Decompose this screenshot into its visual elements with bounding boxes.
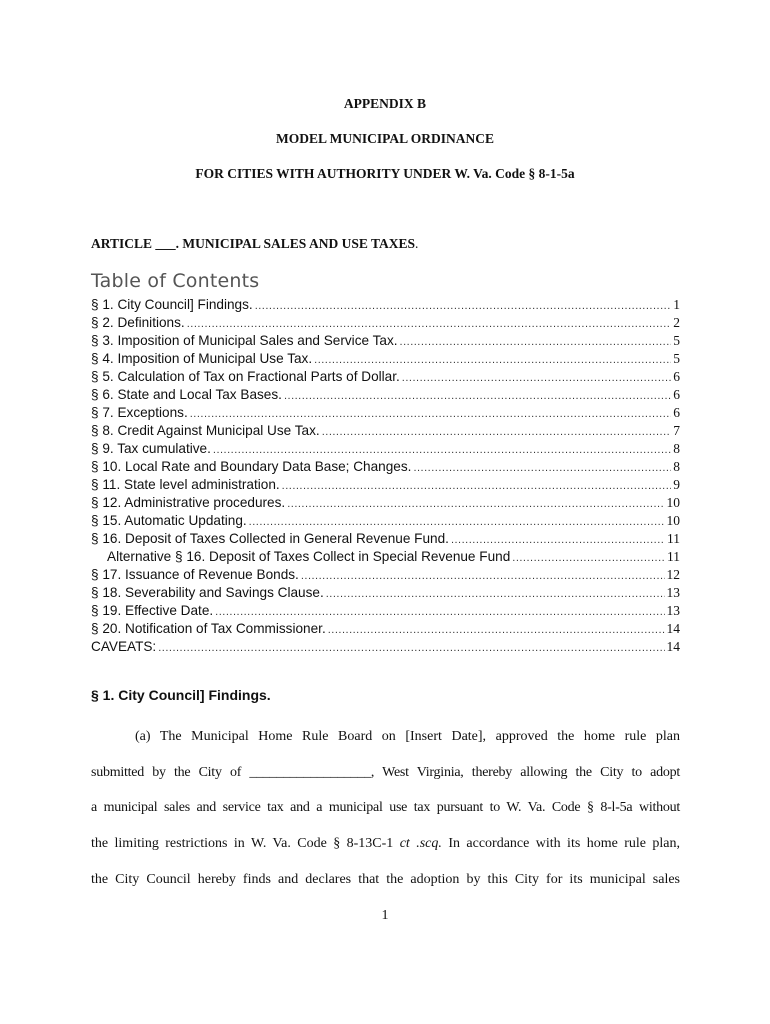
authority-subtitle: FOR CITIES WITH AUTHORITY UNDER W. Va. Code § 8-1-5a: [195, 166, 575, 181]
article-end-mark: .: [414, 236, 419, 251]
toc-leader: [158, 639, 664, 657]
toc-entry-page: 5: [673, 333, 680, 348]
toc-leader: [451, 531, 665, 549]
body-text-line: submitted by the City of __________________, West Virginia, thereby allowing the City to adopt: [91, 765, 680, 780]
toc-leader: [284, 387, 671, 405]
table-of-contents: [91, 296, 680, 656]
toc-entry-page: 10: [666, 495, 680, 510]
toc-entry[interactable]: [91, 386, 680, 404]
toc-entry-text: § 2. Definitions.: [91, 315, 185, 330]
body-text-line: [91, 836, 680, 852]
toc-leader: [512, 549, 665, 567]
toc-leader: [326, 585, 665, 603]
toc-entry-text: § 3. Imposition of Municipal Sales and Service Tax.: [91, 333, 398, 348]
toc-entry-page: 8: [673, 459, 680, 474]
toc-entry[interactable]: [91, 620, 680, 638]
body-text-segment: In accordance with its home rule plan,: [448, 836, 681, 851]
toc-entry-text: Alternative § 16. Deposit of Taxes Collect in Special Revenue Fund: [107, 549, 511, 564]
toc-entry-page: 5: [673, 351, 680, 366]
article-title: ARTICLE ___. MUNICIPAL SALES AND USE TAXES: [91, 236, 415, 251]
toc-entry[interactable]: [91, 314, 680, 332]
body-text-line: a municipal sales and service tax and a municipal use tax pursuant to W. Va. Code § 8-l-5a without: [91, 800, 680, 815]
body-text-segment: the limiting restrictions in W. Va. Code § 8-13C-1: [91, 836, 394, 851]
toc-entry[interactable]: [91, 458, 680, 476]
toc-entry-page: 6: [673, 405, 680, 420]
toc-entry-page: 6: [673, 369, 680, 384]
body-text-italic: ct .scq.: [399, 836, 442, 851]
toc-entry[interactable]: [91, 476, 680, 494]
appendix-heading: APPENDIX B: [343, 96, 427, 111]
toc-entry-text: § 4. Imposition of Municipal Use Tax.: [91, 351, 313, 366]
toc-leader: [328, 621, 665, 639]
toc-entry-page: 12: [666, 567, 680, 582]
body-text-line: the City Council hereby finds and declares that the adoption by this City for its municipal sales: [91, 872, 680, 887]
toc-entry[interactable]: [91, 332, 680, 350]
toc-entry-text: § 10. Local Rate and Boundary Data Base; Changes.: [91, 459, 412, 474]
toc-entry-page: 11: [667, 549, 680, 564]
toc-entry-text: § 17. Issuance of Revenue Bonds.: [91, 567, 299, 582]
toc-entry-text: § 1. City Council] Findings.: [91, 297, 253, 312]
toc-entry[interactable]: [91, 512, 680, 530]
toc-entry-text: § 18. Severability and Savings Clause.: [91, 585, 324, 600]
toc-entry[interactable]: [91, 350, 680, 368]
toc-leader: [402, 369, 671, 387]
toc-entry-alternative[interactable]: [91, 548, 680, 566]
toc-entry-page: 7: [673, 423, 680, 438]
toc-entry-page: 10: [666, 513, 680, 528]
toc-leader: [400, 333, 672, 351]
toc-entry-page: 14: [666, 639, 680, 654]
toc-entry-page: 13: [666, 585, 680, 600]
toc-entry[interactable]: [91, 368, 680, 386]
toc-entry-text: § 9. Tax cumulative.: [91, 441, 211, 456]
toc-leader: [301, 567, 665, 585]
body-text-line: (a) The Municipal Home Rule Board on [Insert Date], approved the home rule plan: [135, 729, 680, 744]
toc-entry-page: 2: [673, 315, 680, 330]
toc-entry-text: § 15. Automatic Updating.: [91, 513, 247, 528]
toc-leader: [213, 441, 671, 459]
article-heading: [91, 236, 418, 252]
toc-leader: [215, 603, 664, 621]
toc-entry-page: 13: [666, 603, 680, 618]
toc-entry-text: § 20. Notification of Tax Commissioner.: [91, 621, 326, 636]
toc-leader: [190, 405, 672, 423]
toc-leader: [249, 513, 665, 531]
toc-entry-page: 14: [666, 621, 680, 636]
toc-entry-text: § 6. State and Local Tax Bases.: [91, 387, 282, 402]
toc-entry-text: § 8. Credit Against Municipal Use Tax.: [91, 423, 320, 438]
toc-entry-page: 8: [673, 441, 680, 456]
toc-leader: [187, 315, 672, 333]
toc-entry[interactable]: [91, 404, 680, 422]
toc-entry[interactable]: [91, 296, 680, 314]
toc-entry[interactable]: [91, 440, 680, 458]
toc-entry-text: § 11. State level administration.: [91, 477, 280, 492]
toc-entry-page: 6: [673, 387, 680, 402]
toc-leader: [314, 351, 671, 369]
toc-entry[interactable]: [91, 422, 680, 440]
toc-entry-text: § 12. Administrative procedures.: [91, 495, 286, 510]
toc-entry-text: § 19. Effective Date.: [91, 603, 214, 618]
ordinance-title: MODEL MUNICIPAL ORDINANCE: [275, 131, 494, 146]
toc-entry[interactable]: [91, 602, 680, 620]
toc-leader: [322, 423, 672, 441]
toc-entry[interactable]: [91, 638, 680, 656]
toc-entry-page: 11: [667, 531, 680, 546]
toc-entry-text: § 7. Exceptions.: [91, 405, 188, 420]
toc-leader: [282, 477, 672, 495]
toc-leader: [287, 495, 664, 513]
toc-title: Table of Contents: [91, 270, 260, 292]
toc-entry-text: § 5. Calculation of Tax on Fractional Parts of Dollar.: [91, 369, 400, 384]
toc-leader: [413, 459, 671, 477]
toc-entry-text: CAVEATS:: [91, 639, 157, 654]
toc-entry[interactable]: [91, 566, 680, 584]
toc-entry-text: § 16. Deposit of Taxes Collected in General Revenue Fund.: [91, 531, 449, 546]
toc-entry-page: 1: [673, 297, 680, 312]
toc-entry-page: 9: [673, 477, 680, 492]
toc-entry[interactable]: [91, 584, 680, 602]
page-number: 1: [381, 908, 389, 923]
toc-entry[interactable]: [91, 530, 680, 548]
section-heading: § 1. City Council] Findings.: [91, 687, 271, 703]
toc-leader: [255, 297, 672, 315]
toc-entry[interactable]: [91, 494, 680, 512]
